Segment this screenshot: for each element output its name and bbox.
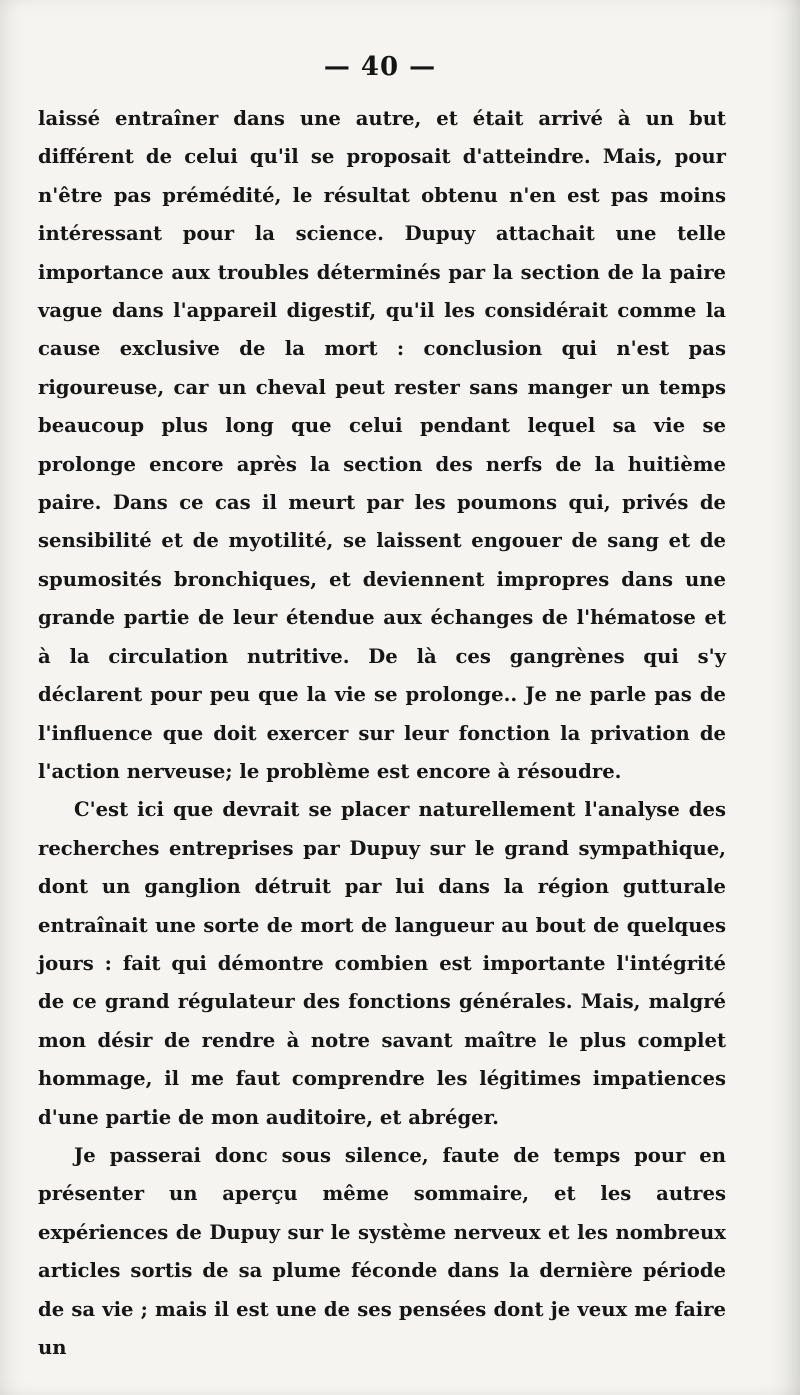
page-body <box>38 100 726 1367</box>
paragraph-2: C'est ici que devrait se placer naturellement l'analyse des recherches entreprises par Dupuy sur le grand sympathique, dont un ganglion détruit par lui dans la région gutturale entraînait une sorte de mort de langueur au bout de quelques jours : fait qui démontre combien est importante l'intégrité de ce grand régulateur des fonctions générales. Mais, malgré mon désir de rendre à notre savant maître le plus complet hommage, il me faut comprendre les légitimes impatiences d'une partie de mon auditoire, et abréger. <box>38 798 726 1129</box>
paragraph-3: Je passerai donc sous silence, faute de temps pour en présenter un aperçu même sommaire, et les autres expériences de Dupuy sur le système nerveux et les nombreux articles sortis de sa plume féconde dans la dernière période de sa vie ; mais il est une de ses pensées dont je veux me faire un <box>38 1143 726 1359</box>
page-number: — 40 — <box>323 52 437 82</box>
paragraph-1: laissé entraîner dans une autre, et était arrivé à un but différent de celui qu'il se proposait d'atteindre. Mais, pour n'être pas prémédité, le résultat obtenu n'en est pas moins intéressant pour la science. Dupuy attachait une telle importance aux troubles déterminés par la section de la paire vague dans l'appareil digestif, qu'il les considérait comme la cause exclusive de la mort : conclusion qui n'est pas rigoureuse, car un cheval peut rester sans manger un temps beaucoup plus long que celui pendant lequel sa vie se prolonge encore après la section des nerfs de la huitième paire. Dans ce cas il meurt par les poumons qui, privés de sensibilité et de myotilité, se laissent engouer de sang et de spumosités bronchiques, et deviennent impropres dans une grande partie de leur étendue aux échanges de l'hématose et à la circulation nutritive. De là ces gangrènes qui s'y déclarent pour peu que la vie se prolonge.. Je ne parle pas de l'influence que doit exercer sur leur fonction la privation de l'action nerveuse; le problème est encore à résoudre. <box>38 107 726 783</box>
